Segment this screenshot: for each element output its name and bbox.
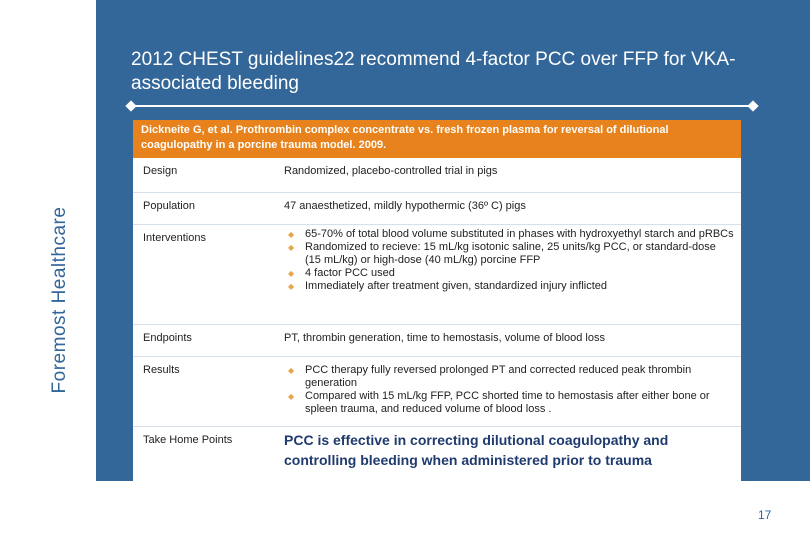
- table-row-design: [133, 158, 741, 192]
- list-item: ◆ Randomized to recieve: 15 mL/kg isotonic saline, 25 units/kg PCC, or standard-dose (15 mL/kg) or high-dose (40 mL/kg) porcine FFP: [284, 241, 734, 267]
- interventions-list: [284, 228, 734, 293]
- row-value: PT, thrombin generation, time to hemostasis, volume of blood loss: [284, 332, 605, 344]
- side-brand-text: Foremost Healthcare: [49, 206, 70, 394]
- row-label: Results: [143, 364, 180, 376]
- row-label: Population: [143, 200, 195, 212]
- table-row-endpoints: [133, 324, 741, 357]
- table-row-results: [133, 356, 741, 427]
- list-item: ◆ Compared with 15 mL/kg FFP, PCC shorted time to hemostasis after either bone or spleen trauma, and reduced volume of blood loss .: [284, 390, 734, 416]
- study-table: [133, 158, 741, 486]
- list-item: ◆ Immediately after treatment given, standardized injury inflicted: [284, 280, 734, 293]
- list-item: ◆ 65-70% of total blood volume substituted in phases with hydroxyethyl starch and pRBCs: [284, 228, 734, 241]
- slide-title: 2012 CHEST guidelines22 recommend 4-factor PCC over FFP for VKA-associated bleeding: [131, 49, 736, 94]
- citation-banner: Dickneite G, et al. Prothrombin complex concentrate vs. fresh frozen plasma for reversal of dilutional coagulopathy in a porcine trauma model. 2009.: [133, 120, 741, 158]
- row-label: Take Home Points: [143, 434, 233, 446]
- table-row-population: [133, 192, 741, 225]
- row-label: Interventions: [143, 232, 206, 244]
- page-number: 17: [758, 508, 772, 522]
- list-item: ◆ 4 factor PCC used: [284, 267, 734, 280]
- title-divider: [131, 105, 753, 107]
- row-label: Endpoints: [143, 332, 192, 344]
- row-label: Design: [143, 165, 178, 177]
- table-row-take-home: [133, 426, 741, 487]
- row-value: [284, 228, 734, 293]
- take-home-message: PCC is effective in correcting dilutional coagulopathy and controlling bleeding when administered prior to trauma: [284, 432, 669, 468]
- results-list: [284, 364, 734, 416]
- table-row-interventions: [133, 224, 741, 325]
- row-value: [284, 364, 734, 416]
- list-item: ◆ PCC therapy fully reversed prolonged PT and corrected reduced peak thrombin generation: [284, 364, 734, 390]
- row-value: 47 anaesthetized, mildly hypothermic (36º C) pigs: [284, 200, 526, 212]
- row-value: Randomized, placebo-controlled trial in pigs: [284, 165, 498, 177]
